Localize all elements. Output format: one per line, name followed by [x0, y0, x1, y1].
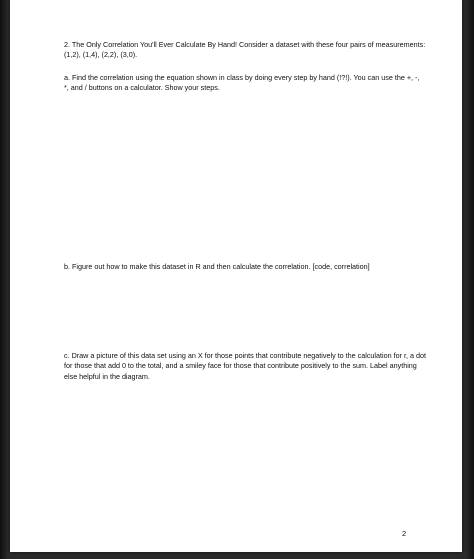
- question-intro-text: 2. The Only Correlation You'll Ever Calculate By Hand! Consider a dataset with these four pairs of measurements: (1,2), (1,4), (2,2), (3,0).: [64, 40, 426, 60]
- page-number: 2: [402, 529, 407, 538]
- part-b-text: b. Figure out how to make this dataset in R and then calculate the correlation. [code, correlation]: [64, 262, 370, 271]
- part-c-text: c. Draw a picture of this data set using an X for those points that contribute negatively to the calculation for r, a dot for those that add 0 to the total, and a smiley face for those that contribute positively to the sum. Label anything else helpful in the diagram.: [64, 351, 426, 381]
- document-page: [10, 0, 462, 552]
- part-a-text: a. Find the correlation using the equation shown in class by doing every step by hand (!?!). You can use the +, -, *, and / buttons on a calculator. Show your steps.: [64, 73, 420, 93]
